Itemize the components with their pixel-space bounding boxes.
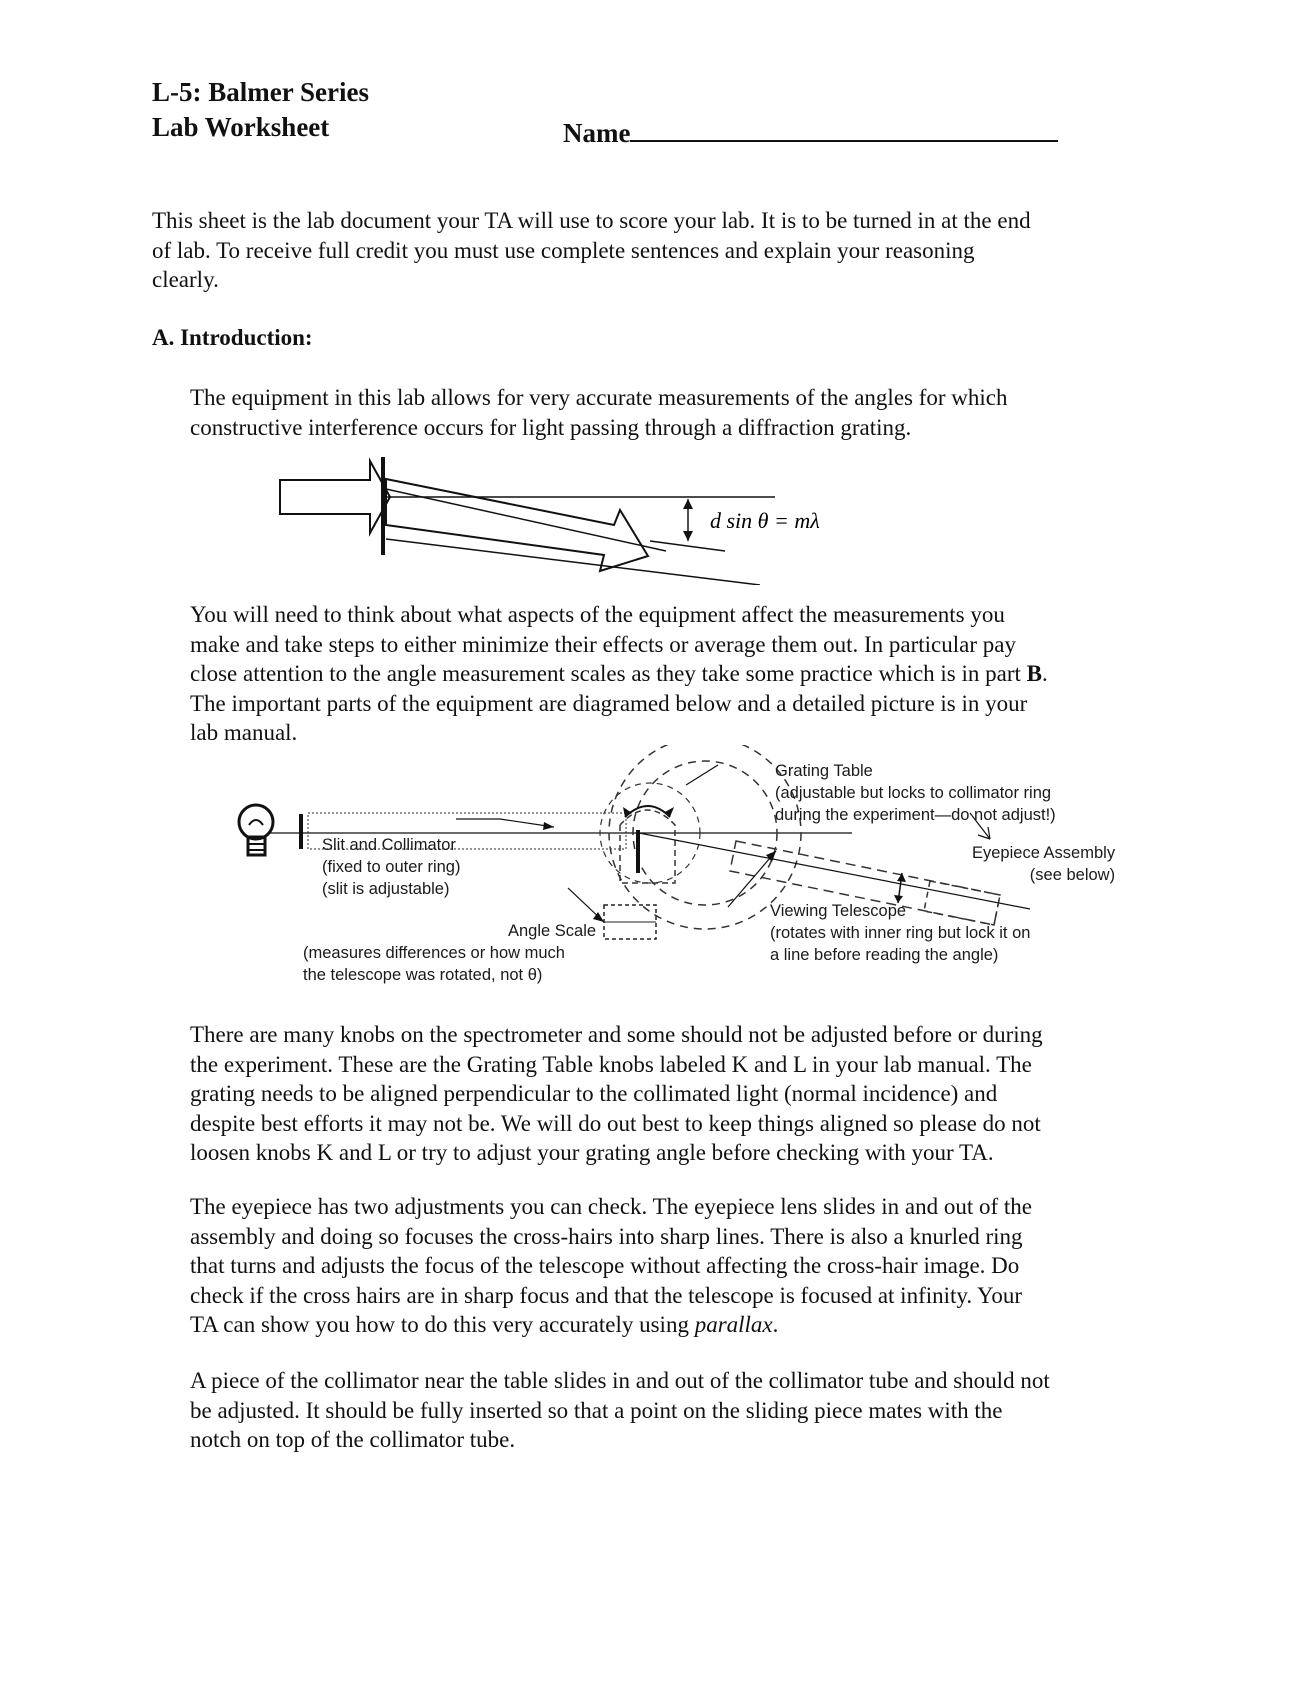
text-line: assembly and doing so focuses the cross-hairs into sharp lines. There is also a knurled ring — [190, 1223, 1023, 1249]
document-subtitle: Lab Worksheet — [152, 112, 330, 142]
intro-paragraph — [152, 206, 1031, 295]
ray-line — [386, 539, 760, 585]
text-line: notch on top of the collimator tube. — [190, 1427, 516, 1453]
text-line: that turns and adjusts the focus of the telescope without affecting the cross-hair image. Do — [190, 1253, 1020, 1279]
name-field — [563, 112, 1058, 149]
text-line: despite best efforts it may not be. We will do out best to keep things aligned so please do not — [190, 1110, 1041, 1136]
name-blank-line — [630, 112, 1058, 142]
text-line: A piece of the collimator near the table slides in and out of the collimator tube and should not — [190, 1368, 1050, 1393]
text-line: The eyepiece has two adjustments you can check. The eyepiece lens slides in and out of the — [190, 1194, 1032, 1219]
label-line: Eyepiece Assembly — [972, 844, 1116, 862]
label-line: (see below) — [1029, 866, 1116, 884]
text-line: close attention to the angle measurement scales as they take some practice which is in part B. — [190, 661, 1048, 687]
text-line: make and take steps to either minimize their effects or average them out. In particular pay — [190, 631, 1016, 657]
incident-light-arrow — [280, 461, 390, 533]
text-line: clearly. — [152, 267, 219, 293]
label-line: (slit is adjustable) — [322, 880, 450, 898]
knobs-paragraph — [190, 1020, 1043, 1168]
text-line: TA can show you how to do this very accurately using parallax. — [190, 1312, 779, 1338]
label-line: (rotates with inner ring but lock it on — [770, 924, 1031, 942]
text-line: The equipment in this lab allows for very accurate measurements of the angles for which — [190, 385, 1008, 410]
section-a-paragraph-1 — [190, 383, 1008, 442]
label-line: during the experiment—do not adjust!) — [775, 806, 1056, 824]
label-line: (measures differences or how much — [303, 944, 565, 962]
viewing-telescope-label — [770, 900, 1030, 966]
label-line: (fixed to outer ring) — [322, 858, 461, 876]
label-line: Slit and Collimator — [322, 836, 456, 854]
eyepiece-paragraph — [190, 1192, 1032, 1340]
text-line: There are many knobs on the spectrometer and some should not be adjusted before or during — [190, 1022, 1043, 1047]
equation-label: d sin θ = mλ — [710, 508, 820, 533]
text-line: of lab. To receive full credit you must use complete sentences and explain your reasoning — [152, 237, 975, 263]
label-line: the telescope was rotated, not θ) — [303, 966, 543, 984]
slit-collimator-label — [322, 834, 460, 900]
diffracted-light-arrow — [386, 479, 648, 571]
eyepiece-assembly-label — [972, 842, 1115, 886]
text-line: check if the cross hairs are in sharp focus and that the telescope is focused at infinity. Your — [190, 1282, 1023, 1308]
text-line: You will need to think about what aspects of the equipment affect the measurements you — [190, 602, 1005, 627]
section-a-paragraph-2 — [190, 600, 1048, 748]
text-line: This sheet is the lab document your TA will use to score your lab. It is to be turned in at the end — [152, 208, 1031, 233]
grating-table-label — [775, 760, 1056, 826]
ray-line — [386, 489, 666, 551]
angle-scale-title: Angle Scale — [508, 922, 597, 940]
collimator-paragraph — [190, 1366, 1050, 1455]
italic-term: parallax — [694, 1312, 773, 1338]
label-line: a line before reading the angle) — [770, 946, 999, 964]
text-line: be adjusted. It should be fully inserted so that a point on the sliding piece mates with the — [190, 1397, 1003, 1423]
section-heading: A. Introduction: — [152, 325, 313, 350]
label-line: (adjustable but locks to collimator ring — [775, 784, 1052, 802]
text-line: lab manual. — [190, 720, 298, 746]
label-line: Grating Table — [775, 762, 873, 780]
text-line: loosen knobs K and L or try to adjust your grating angle before checking with your TA. — [190, 1140, 994, 1166]
document-title: L-5: Balmer Series — [152, 77, 369, 107]
text-line: constructive interference occurs for light passing through a diffraction grating. — [190, 414, 912, 440]
text-line: The important parts of the equipment are diagramed below and a detailed picture is in your — [190, 690, 1028, 716]
text-line: the experiment. These are the Grating Table knobs labeled K and L in your lab manual. The — [190, 1051, 1032, 1077]
angle-scale-label — [303, 942, 565, 986]
label-line: Viewing Telescope — [770, 902, 907, 920]
light-bulb-icon — [239, 805, 273, 855]
name-label: Name — [563, 118, 631, 148]
part-reference: B — [1026, 661, 1042, 687]
diffraction-grating-figure — [270, 455, 870, 585]
text-line: grating needs to be aligned perpendicular to the collimated light (normal incidence) and — [190, 1081, 998, 1107]
grating-table — [620, 810, 675, 883]
